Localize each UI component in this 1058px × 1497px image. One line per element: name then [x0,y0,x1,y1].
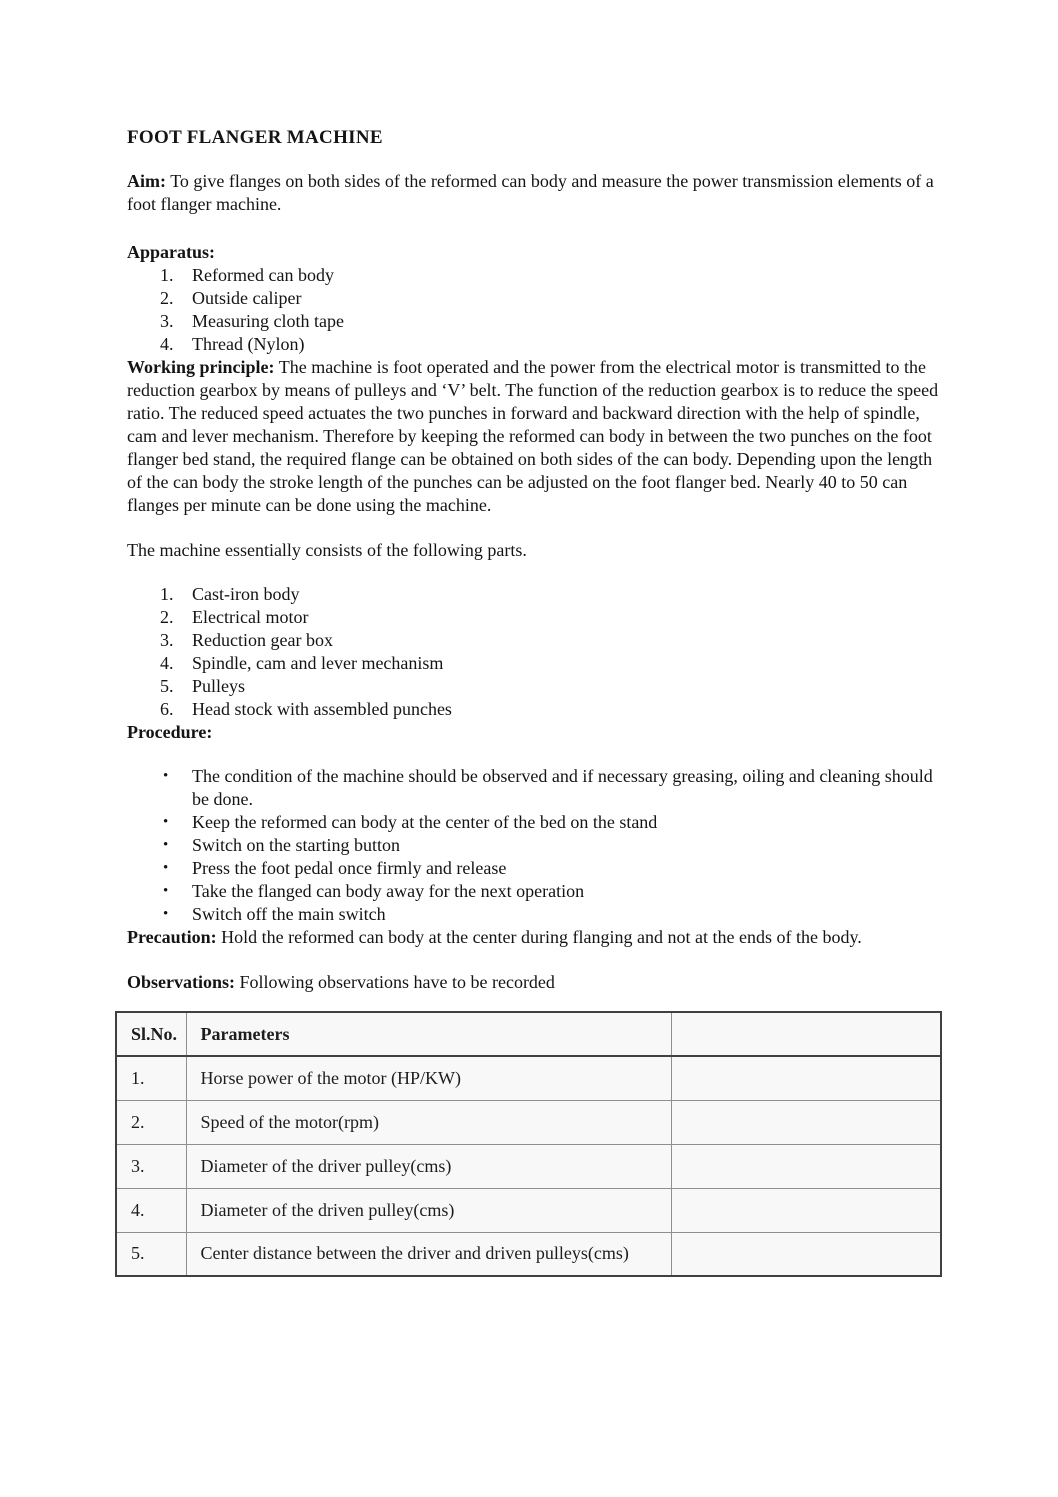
bullet-item-text: Switch on the starting button [192,835,400,855]
table-cell-value [671,1144,941,1188]
table-cell-parameter: Diameter of the driven pulley(cms) [186,1188,671,1232]
observations-paragraph [127,971,941,994]
list-item [127,629,941,652]
list-item-number: 1. [160,265,174,285]
aim-label: Aim: [127,171,166,191]
list-item-text: Measuring cloth tape [192,311,344,331]
working-principle-paragraph [127,356,941,517]
list-item-number: 6. [160,699,174,719]
table-header-row [116,1012,941,1056]
list-item-text: Outside caliper [192,288,302,308]
bullet-item-text: Take the flanged can body away for the next operation [192,881,585,901]
list-item-number: 4. [160,334,174,354]
table-cell-no: 3. [116,1144,186,1188]
list-item [127,310,941,333]
apparatus-heading: Apparatus: [127,242,216,262]
bullet-icon: • [163,837,169,853]
aim-text: To give flanges on both sides of the reformed can body and measure the power transmission elements of a foot flanger machine. [127,171,934,214]
bullet-icon: • [163,860,169,876]
list-item-number: 3. [160,630,174,650]
bullet-icon: • [163,768,169,784]
table-cell-no: 1. [116,1056,186,1100]
bullet-item-text: Keep the reformed can body at the center of the bed on the stand [192,812,658,832]
list-item-text: Pulleys [192,676,246,696]
table-row [116,1232,941,1276]
working-principle-label: Working principle: [127,357,275,377]
list-item-text: Reformed can body [192,265,334,285]
table-cell-value [671,1100,941,1144]
list-item [127,675,941,698]
list-item [127,857,941,880]
list-item [127,880,941,903]
table-row [116,1144,941,1188]
list-item-text: Thread (Nylon) [192,334,305,354]
table-row [116,1188,941,1232]
list-item [127,834,941,857]
page-title: FOOT FLANGER MACHINE [127,127,383,148]
list-item-text: Reduction gear box [192,630,333,650]
bullet-icon: • [163,883,169,899]
list-item [127,333,941,356]
precaution-text: Hold the reformed can body at the center during flanging and not at the ends of the body. [221,927,862,947]
table-cell-parameter: Speed of the motor(rpm) [186,1100,671,1144]
observations-table [115,1011,942,1277]
list-item [127,652,941,675]
list-item [127,698,941,721]
list-item [127,287,941,310]
list-item [127,606,941,629]
list-item-number: 2. [160,288,174,308]
list-item-number: 3. [160,311,174,331]
procedure-list [127,765,941,926]
bullet-item-text: Press the foot pedal once firmly and release [192,858,507,878]
table-cell-value [671,1056,941,1100]
procedure-heading: Procedure: [127,722,213,742]
observations-text: Following observations have to be recorded [239,972,555,992]
table-cell-value [671,1232,941,1276]
list-item-text: Head stock with assembled punches [192,699,452,719]
list-item [127,583,941,606]
table-header-slno: Sl.No. [116,1012,186,1056]
list-item-number: 5. [160,676,174,696]
parts-list [127,583,941,721]
precaution-label: Precaution: [127,927,217,947]
parts-intro-paragraph: The machine essentially consists of the following parts. [127,540,527,560]
table-header-parameters: Parameters [186,1012,671,1056]
table-cell-no: 2. [116,1100,186,1144]
table-cell-value [671,1188,941,1232]
table-cell-parameter: Diameter of the driver pulley(cms) [186,1144,671,1188]
list-item-text: Cast-iron body [192,584,300,604]
table-cell-no: 4. [116,1188,186,1232]
list-item [127,811,941,834]
table-cell-no: 5. [116,1232,186,1276]
list-item-number: 4. [160,653,174,673]
table-row [116,1100,941,1144]
list-item [127,903,941,926]
bullet-item-text: Switch off the main switch [192,904,386,924]
precaution-paragraph [127,926,941,949]
apparatus-list [127,264,941,356]
list-item [127,765,941,811]
list-item [127,264,941,287]
table-row [116,1056,941,1100]
working-principle-text: The machine is foot operated and the power from the electrical motor is transmitted to the reduction gearbox by means of pulleys and ‘V’ belt. The function of the reduction gearbox is to reduce the speed ratio. The reduced speed actuates the two punches in forward and backward direction with the help of spindle, cam and lever mechanism. Therefore by keeping the reformed can body in between the two punches on the foot flanger bed stand, the required flange can be obtained on both sides of the can body. Depending upon the length of the can body the stroke length of the punches can be adjusted on the foot flanger bed. Nearly 40 to 50 can flanges per minute can be done using the machine. [127,357,939,515]
list-item-text: Spindle, cam and lever mechanism [192,653,444,673]
bullet-item-text: The condition of the machine should be observed and if necessary greasing, oiling and cleaning should be done. [192,766,933,809]
list-item-number: 1. [160,584,174,604]
bullet-icon: • [163,906,169,922]
table-cell-parameter: Horse power of the motor (HP/KW) [186,1056,671,1100]
aim-paragraph [127,170,941,216]
list-item-number: 2. [160,607,174,627]
observations-label: Observations: [127,972,235,992]
list-item-text: Electrical motor [192,607,309,627]
table-header-value [671,1012,941,1056]
bullet-icon: • [163,814,169,830]
table-cell-parameter: Center distance between the driver and driven pulleys(cms) [186,1232,671,1276]
